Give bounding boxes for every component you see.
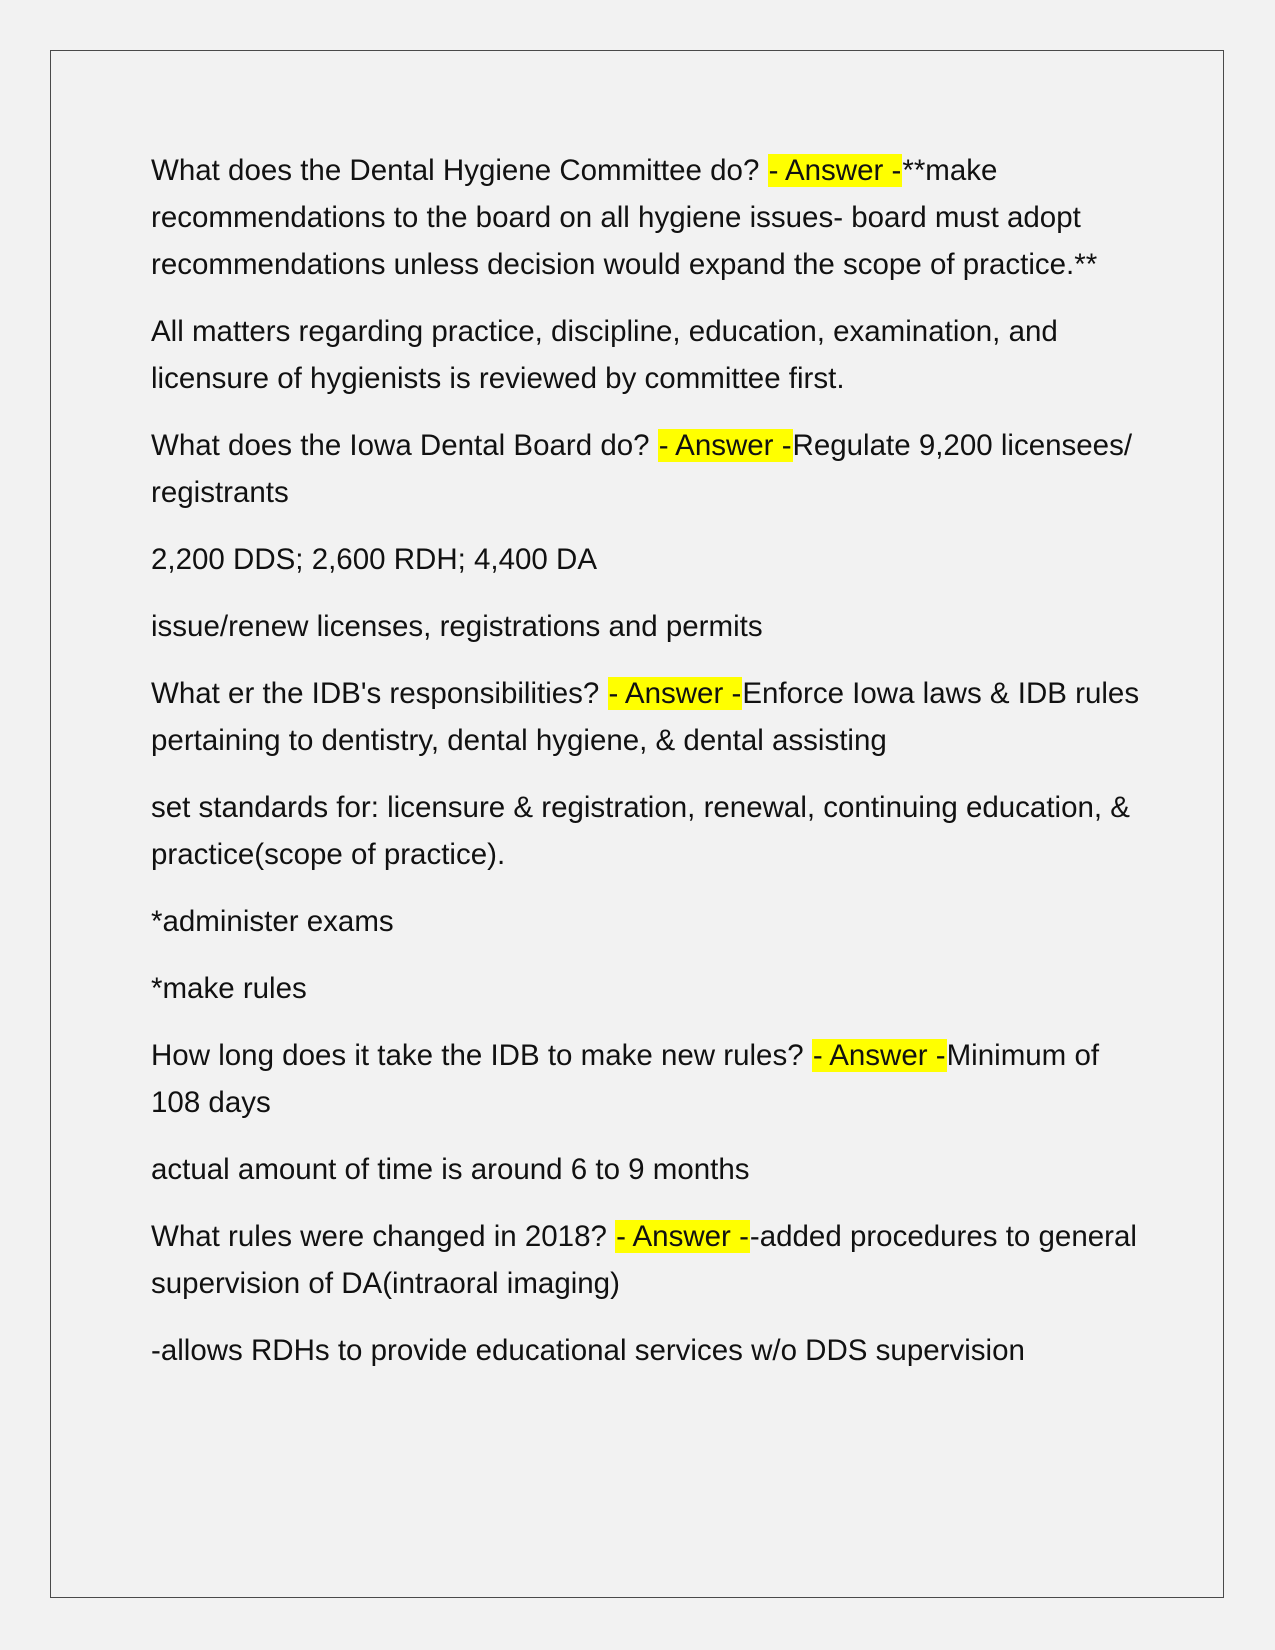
qa-paragraph [151,1213,1141,1307]
answer-detail: issue/renew licenses, registrations and permits [151,610,763,643]
answer-marker: - Answer - [768,154,902,187]
question-text: What er the IDB's responsibilities? [151,677,600,710]
answer-text: Regulate 9,200 licensees/ registrants [151,429,1133,509]
answer-marker: - Answer - [608,677,742,710]
answer-detail: All matters regarding practice, discipline, education, examination, and licensure of hygienists is reviewed by committee first. [151,315,1058,395]
answer-text: -added procedures to general supervision of DA(intraoral imaging) [151,1220,1137,1300]
answer-detail: actual amount of time is around 6 to 9 months [151,1153,750,1186]
answer-marker: - Answer - [658,429,792,462]
question-text: What rules were changed in 2018? [151,1220,607,1253]
answer-text: **make recommendations to the board on all hygiene issues- board must adopt recommendations unless decision would expand the scope of practice.** [151,154,1098,281]
document-body [151,147,1141,1394]
question-text: How long does it take the IDB to make new rules? [151,1039,804,1072]
answer-text: Enforce Iowa laws & IDB rules pertaining to dentistry, dental hygiene, & dental assisting [151,677,1140,757]
answer-detail: 2,200 DDS; 2,600 RDH; 4,400 DA [151,543,598,576]
answer-detail: set standards for: licensure & registration, renewal, continuing education, & practice(scope of practice). [151,791,1130,871]
answer-detail: *administer exams [151,905,394,938]
qa-paragraph [151,1032,1141,1126]
answer-marker: - Answer - [616,1220,749,1253]
answer-text: Minimum of 108 days [151,1039,1100,1119]
qa-paragraph [151,670,1141,764]
qa-paragraph [151,422,1141,516]
answer-detail: *make rules [151,972,307,1005]
answer-detail: -allows RDHs to provide educational services w/o DDS supervision [151,1334,1025,1367]
question-text: What does the Dental Hygiene Committee do? [151,154,760,187]
qa-paragraph [151,147,1141,288]
question-text: What does the Iowa Dental Board do? [151,429,650,462]
answer-marker: - Answer - [812,1039,946,1072]
